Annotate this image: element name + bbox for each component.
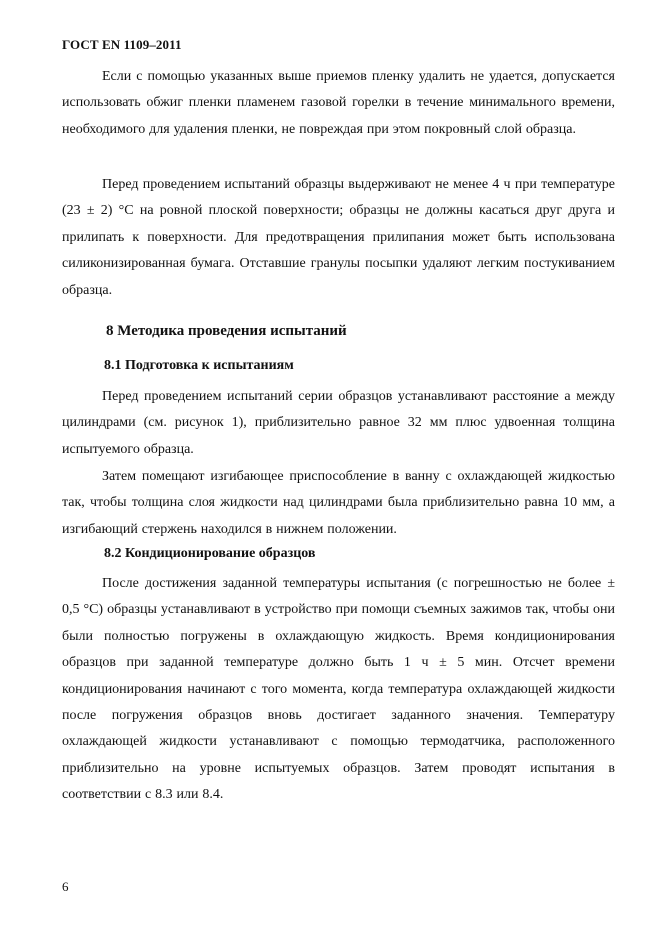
subsection-title-8-1: 8.1 Подготовка к испытаниям <box>104 358 294 373</box>
section-title-8: 8 Методика проведения испытаний <box>106 323 347 339</box>
paragraph-film-removal: Если с помощью указанных выше приемов пленку удалить не удается, допускается использовать обжиг пленки пламенем газовой горелки в течение минимального времени, необходимого для удаления пленки, не повреждая при этом покровный слой образца. <box>62 69 615 137</box>
paragraph-cylinder-distance: Перед проведением испытаний серии образцов устанавливают расстояние а между цилиндрами (см. рисунок 1), приблизительно равное 32 мм плюс удвоенная толщина испытуемого образца. <box>62 389 615 457</box>
page-number: 6 <box>62 879 69 894</box>
paragraph-sample-storage: Перед проведением испытаний образцы выдерживают не менее 4 ч при температуре (23 ± 2) °С на ровной плоской поверхности; образцы не должны касаться друг друга и прилипать к поверхности. Для предотвращения прилипания может быть использована силиконизированная бумага. Отставшие гранулы посыпки удаляют легким постукиванием образца. <box>62 177 615 298</box>
subsection-title-8-2: 8.2 Кондиционирование образцов <box>104 546 316 561</box>
paragraph-conditioning: После достижения заданной температуры испытания (с погрешностью не более ± 0,5 °С) образцы устанавливают в устройство при помощи съемных зажимов так, чтобы они были полностью погружены в охлаждающую жидкость. Время кондиционирования образцов при заданной температуре должно быть 1 ч ± 5 мин. Отсчет времени кондиционирования начинают с того момента, когда температура охлаждающей жидкости после погружения образцов вновь достигает заданного значения. Температуру охлаждающей жидкости устанавливают с помощью термодатчика, расположенного приблизительно на уровне испытуемых образцов. Затем проводят испытания в соответствии с 8.3 или 8.4. <box>62 576 615 803</box>
paragraph-bath-placement: Затем помещают изгибающее приспособление в ванну с охлаждающей жидкостью так, чтобы толщина слоя жидкости над цилиндрами была приблизительно равна 10 мм, а изгибающий стержень находился в нижнем положении. <box>62 469 615 537</box>
document-header: ГОСТ EN 1109–2011 <box>62 37 182 52</box>
